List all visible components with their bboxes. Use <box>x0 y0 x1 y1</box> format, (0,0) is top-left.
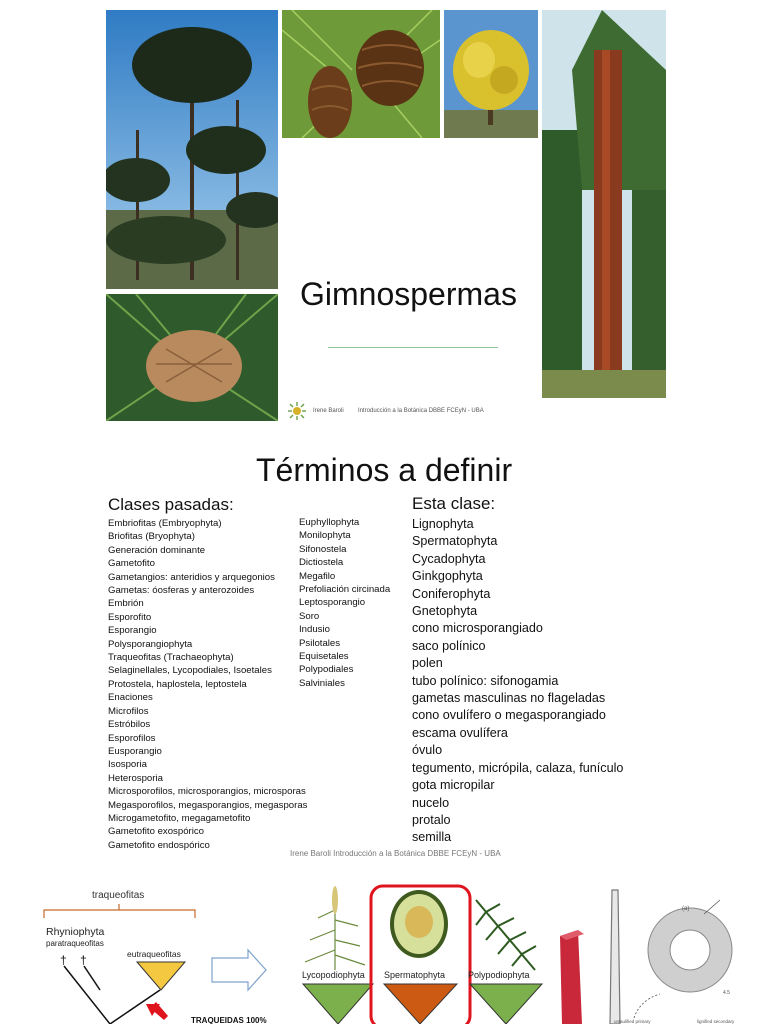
past-terms-list-1 <box>108 517 307 852</box>
eutraqueofitas-label: eutraqueofitas <box>127 949 181 959</box>
past-classes-heading: Clases pasadas: <box>108 495 234 514</box>
svg-text:4.5: 4.5 <box>723 990 730 996</box>
term-item: Polypodiales <box>299 664 354 676</box>
term-item: Spermatophyta <box>412 534 498 549</box>
term-item: Microgametofito, megagametofito <box>108 812 251 824</box>
term-item: Soro <box>299 610 320 622</box>
rhyniophyta-label: Rhyniophyta <box>46 926 105 938</box>
term-item: Megafilo <box>299 570 336 582</box>
term-item: Selaginellales, Lycopodiales, Isoetales <box>108 665 272 677</box>
pine-cone-photo <box>282 10 440 138</box>
term-item: Briofitas (Bryophyta) <box>108 531 195 543</box>
term-item: Esporofito <box>108 611 152 623</box>
svg-text:unlaulified primary: unlaulified primary <box>614 1019 651 1024</box>
sequoia-photo <box>542 10 666 398</box>
slide-1-course: Introducción a la Botánica DBBE FCEyN - UBA <box>358 408 484 414</box>
term-item: gametas masculinas no flageladas <box>412 691 606 706</box>
term-item: Salviniales <box>299 677 345 689</box>
slide-1-author: Irene Baroli <box>313 408 344 414</box>
phylogeny-diagram <box>0 870 768 1024</box>
ginkgo-tree-photo <box>444 10 538 138</box>
term-item: tegumento, micrópila, calaza, funículo <box>412 760 624 775</box>
term-item: Equisetales <box>299 651 349 663</box>
term-item: saco polínico <box>412 638 486 653</box>
term-item: Gametofito <box>108 558 155 570</box>
cycad-cone-photo <box>106 294 278 421</box>
term-item: Prefoliación circinada <box>299 584 391 596</box>
term-item: Indusio <box>299 624 330 636</box>
term-item: Esporangio <box>108 625 157 637</box>
university-logo <box>288 402 306 420</box>
term-item: cono ovulífero o megasporangiado <box>412 708 606 723</box>
term-item: Dictiostela <box>299 557 344 569</box>
polypodiophyta-triangle <box>470 984 542 1024</box>
this-class-heading: Esta clase: <box>412 494 496 513</box>
term-item: Traqueofitas (Trachaeophyta) <box>108 652 234 664</box>
term-item: Polysporangiophyta <box>108 638 193 650</box>
term-item: Gnetophyta <box>412 604 478 619</box>
tracheid-cell-icon <box>610 890 620 1024</box>
term-item: Gametas: óosferas y anterozoides <box>108 585 255 597</box>
wood-tissue-image <box>560 930 582 1024</box>
term-item: Sifonostela <box>299 543 347 555</box>
term-item: Isosporia <box>108 759 147 771</box>
eutraqueofitas-triangle <box>137 962 185 990</box>
term-item: tubo polínico: sifonogamia <box>412 673 559 688</box>
term-item: escama ovulífera <box>412 725 508 740</box>
slide-1-title: Gimnospermas <box>300 276 517 312</box>
slide-2-title: Términos a definir <box>256 452 513 488</box>
term-item: Embrión <box>108 598 144 610</box>
term-item: Gametofito endospórico <box>108 839 210 851</box>
svg-text:(a): (a) <box>682 906 690 912</box>
term-item: Heterosporia <box>108 772 163 784</box>
svg-text:lignified secondary: lignified secondary <box>697 1019 735 1024</box>
traqueofitas-label: traqueofitas <box>92 890 145 901</box>
term-item: Embriofitas (Embryophyta) <box>108 518 222 529</box>
fern-frond-icon <box>476 900 536 970</box>
this-class-terms-list <box>412 516 623 847</box>
term-item: Eusporangio <box>108 745 162 757</box>
term-item: protalo <box>412 812 451 827</box>
term-item: cono microsporangiado <box>412 621 543 636</box>
term-item: Gametangios: anteridios y arquegonios <box>108 571 275 583</box>
term-item: semilla <box>412 830 452 845</box>
term-item: Leptosporangio <box>299 597 366 609</box>
lycopodiophyta-label: Lycopodiophyta <box>302 970 365 980</box>
term-item: Generación dominante <box>108 544 206 556</box>
extinct-dagger-1: † <box>60 953 67 967</box>
term-item: Lignophyta <box>412 517 474 531</box>
right-arrow-icon <box>212 950 266 990</box>
polypodiophyta-label: Polypodiophyta <box>468 970 530 980</box>
slide-2-footer: Irene Baroli Introducción a la Botánica DBBE FCEyN - UBA <box>290 849 501 858</box>
term-item: gota micropilar <box>412 778 495 793</box>
term-item: Gametofito exospórico <box>108 826 204 838</box>
paratraqueofitas-label: paratraqueofitas <box>46 939 104 948</box>
term-item: Euphyllophyta <box>299 517 360 528</box>
term-item: Estróbilos <box>108 719 151 731</box>
past-terms-list-2 <box>299 516 390 690</box>
term-item: Psilotales <box>299 637 341 649</box>
term-item: Monilophyta <box>299 530 351 542</box>
term-item: Cycadophyta <box>412 551 486 566</box>
extinct-dagger-2: † <box>80 953 87 967</box>
term-item: Ginkgophyta <box>412 569 483 584</box>
spermatophyta-triangle <box>384 984 457 1024</box>
term-item: Protostela, haplostela, leptostela <box>108 678 247 690</box>
araucaria-forest-photo <box>106 10 278 289</box>
term-item: Enaciones <box>108 692 153 704</box>
title-underline <box>328 347 498 348</box>
term-item: óvulo <box>412 743 443 758</box>
term-item: polen <box>412 656 443 671</box>
term-item: nucelo <box>412 795 450 810</box>
traqueidas-label: TRAQUEIDAS 100% <box>191 1016 267 1024</box>
lycopodiophyta-triangle <box>303 984 373 1024</box>
term-item: Esporofilos <box>108 732 156 744</box>
term-item: Microsporofilos, microsporangios, microsporas <box>108 786 306 798</box>
term-item: Microfilos <box>108 705 149 717</box>
term-item: Megasporofilos, megasporangios, megasporas <box>108 799 308 811</box>
spermatophyta-label: Spermatophyta <box>384 970 446 980</box>
term-item: Coniferophyta <box>412 586 491 601</box>
